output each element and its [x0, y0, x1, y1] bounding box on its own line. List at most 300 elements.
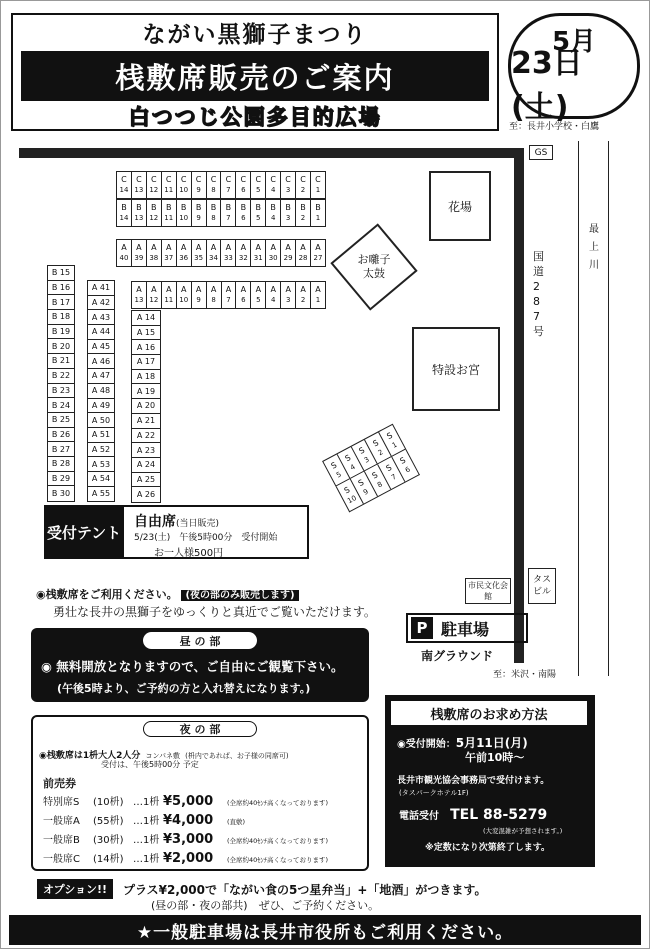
drum-stage: [330, 223, 417, 310]
night-line1b: コンパネ敷: [145, 752, 180, 760]
seat: [162, 282, 177, 308]
seat-number: 3: [285, 186, 291, 194]
option-line: [37, 879, 486, 899]
seat: [132, 172, 147, 198]
seat-number: 14: [119, 186, 129, 194]
seat-number: 11: [164, 214, 174, 222]
drum-stage-label: お囃子太鼓: [357, 253, 391, 280]
seat: [266, 172, 281, 198]
seat: B 30: [51, 489, 71, 499]
seat: [207, 200, 222, 226]
seat-letter: B: [285, 203, 291, 212]
seat-letter: A: [195, 243, 202, 252]
seat-letter: B: [300, 203, 306, 212]
seat-number: 7: [226, 296, 231, 304]
seat-letter: C: [121, 175, 127, 184]
price-row: [43, 831, 363, 850]
seat: [236, 240, 251, 266]
seat-number: 33: [223, 254, 233, 262]
seat: [266, 240, 281, 266]
price-count: (30枡): [93, 835, 124, 846]
price-unit: …1枡: [133, 854, 160, 865]
seat: [177, 172, 192, 198]
price-note: (全席約40ｾﾝﾁ高くなっております): [227, 856, 329, 864]
seat: A 50: [88, 413, 114, 428]
seat-number: 10: [179, 296, 189, 304]
seat: B 28: [48, 457, 74, 472]
seat-number: 34: [209, 254, 218, 262]
free-seat-sub: (当日販売): [176, 519, 220, 529]
seat: B 23: [48, 384, 74, 399]
date-badge: [508, 13, 640, 125]
price-label: 一般席C: [43, 854, 80, 865]
seat-letter: B: [195, 203, 202, 212]
seat-number: 5: [334, 469, 343, 480]
price-list: [43, 793, 363, 869]
seat-col-a-outer: [87, 280, 115, 502]
seat-letter: S: [329, 460, 339, 471]
seat: [192, 200, 207, 226]
seat-number: 4: [270, 214, 276, 222]
seat-number: 5: [256, 296, 261, 304]
seat-number: 7: [390, 472, 398, 482]
seat-letter: C: [165, 175, 172, 184]
seat: A 54: [88, 472, 114, 487]
seat-row-a-front: [131, 281, 326, 309]
seat: A 49: [88, 399, 114, 414]
notice-line: [36, 586, 299, 602]
day-title: 昼 の 部: [143, 632, 257, 649]
seat-letter: A: [136, 243, 142, 252]
seat-number: 9: [196, 214, 201, 222]
festival-name: ながい黒獅子まつり: [142, 21, 368, 48]
seat-letter: A: [270, 243, 276, 252]
seat-letter: B: [315, 203, 321, 212]
seat: B 21: [48, 354, 74, 369]
seat-number: 36: [179, 254, 189, 262]
seat-letter: A: [136, 285, 142, 294]
seat-letter: A: [180, 285, 187, 294]
seat-letter: A: [225, 243, 232, 252]
seat: A 51: [88, 428, 114, 443]
seat-number: 3: [362, 455, 371, 465]
night-line2: 受付は、午後5時00分 予定: [101, 760, 199, 769]
parking-sign: [406, 613, 528, 643]
seat: [162, 240, 177, 266]
seat-letter: B: [270, 203, 276, 212]
seat-number: 6: [403, 465, 412, 475]
south-ground: 南グラウンド: [421, 649, 494, 663]
seat-letter: C: [315, 175, 321, 184]
taxi-building: タスビル: [528, 568, 556, 604]
seat-letter: C: [240, 175, 247, 184]
seat: B 20: [48, 339, 74, 354]
seat-number: 2: [300, 296, 306, 304]
seat: B 24: [48, 398, 74, 413]
night-line1a: ◉桟敷席は1枡大人2人分: [39, 751, 141, 761]
seat: A 42: [88, 296, 114, 311]
seat-number: 37: [164, 254, 174, 262]
price-price: ¥2,000: [163, 851, 214, 866]
option-badge: オプション!!: [37, 879, 113, 899]
seat-letter: A: [225, 285, 232, 294]
presale-label: 前売券: [43, 777, 76, 790]
seat: [251, 172, 266, 198]
seat-number: 28: [298, 254, 308, 262]
reception-tent: 受付テント: [44, 505, 124, 559]
notice-desc: 勇壮な長井の黒獅子をゆっくりと真近でご覧いただけます。: [53, 605, 376, 619]
howto-office-sub: (タスパークホテル1F): [399, 789, 469, 797]
direction-north: 至：長井小学校・白鷹: [509, 122, 600, 132]
seat-letter: C: [195, 175, 202, 184]
seat: [251, 200, 266, 226]
seat-number: 5: [256, 186, 261, 194]
seat-letter: A: [285, 243, 291, 252]
free-seat-time: 5/23(土) 午後5時00分 受付開始: [134, 533, 278, 543]
seat: [177, 200, 192, 226]
seat-number: 1: [315, 186, 321, 194]
seat: [311, 240, 325, 266]
seat: A 23: [132, 443, 160, 458]
seat-letter: B: [240, 203, 247, 212]
seat-number: 1: [315, 214, 321, 222]
seat-letter: A: [300, 243, 306, 252]
seat: [311, 282, 325, 308]
seat-number: 35: [194, 254, 204, 262]
howto-start-time: 午前10時〜: [465, 751, 525, 764]
seat-number: 4: [270, 186, 276, 194]
seat-letter: A: [255, 285, 262, 294]
footer-banner: ★一般駐車場は長井市役所もご利用ください。: [9, 915, 641, 945]
seat-number: 8: [376, 480, 384, 490]
seat: [147, 172, 162, 198]
seat-number: 5: [256, 214, 261, 222]
seat: [162, 172, 177, 198]
seat: [251, 240, 266, 266]
howto-section: [385, 695, 595, 867]
seat-number: 8: [211, 186, 216, 194]
price-unit: …1枡: [133, 835, 160, 846]
seat: A 48: [88, 384, 114, 399]
seat-letter: A: [285, 285, 291, 294]
seat-letter: S: [356, 477, 366, 489]
page-title: 桟敷席販売のご案内: [21, 51, 489, 101]
seat-letter: B: [225, 203, 232, 212]
seat: [251, 282, 266, 308]
seat: B 27: [48, 442, 74, 457]
seat-letter: C: [180, 175, 187, 184]
civic-hall: 市民文化会館: [465, 578, 511, 604]
seat-number: 40: [119, 254, 129, 262]
seat-col-b: [47, 265, 75, 502]
price-price: ¥4,000: [163, 813, 214, 828]
road-vertical: [514, 148, 524, 663]
notice-use: ◉桟敷席をご利用ください。: [36, 588, 178, 601]
seat: A 15: [132, 326, 160, 341]
howto-tel: [399, 804, 547, 823]
seat: [192, 172, 207, 198]
price-row: [43, 812, 363, 831]
road-top: [19, 148, 521, 158]
price-count: (55枡): [93, 816, 124, 827]
seat-number: 2: [376, 447, 385, 457]
seat: [266, 282, 281, 308]
seat: [281, 282, 296, 308]
seat: [296, 172, 311, 198]
seat-letter: A: [300, 285, 306, 294]
seat-number: 6: [241, 214, 246, 222]
seat-letter: A: [255, 243, 261, 252]
seat: [177, 282, 192, 308]
gas-station: GS: [529, 145, 553, 160]
howto-tel-number: TEL 88-5279: [450, 807, 548, 823]
seat: A 24: [132, 458, 160, 473]
howto-crowd: (大変混雑が予想されます。): [483, 827, 563, 835]
seat-number: 6: [241, 296, 246, 304]
seat: B 17: [48, 295, 74, 310]
howto-limit: ※定数になり次第終了します。: [425, 843, 551, 853]
river-line: [578, 141, 579, 676]
seat-number: 27: [313, 254, 323, 262]
seat-number: 12: [149, 186, 159, 194]
seat-number: 30: [268, 254, 278, 262]
notice-night-only: (夜の部のみ販売します): [181, 590, 298, 601]
seat-number: 13: [134, 186, 144, 194]
seat-number: 1: [315, 296, 321, 304]
price-note: (全席約40ｾﾝﾁ高くなっております): [227, 799, 329, 807]
seat: A 25: [132, 473, 160, 488]
seat-letter: C: [225, 175, 232, 184]
seat: A 20: [132, 399, 160, 414]
option-sub: (昼の部・夜の部共) ぜひ、ご予約ください。: [151, 899, 380, 912]
seat: [281, 240, 296, 266]
seat-number: 11: [164, 186, 174, 194]
seat-number: 11: [164, 296, 174, 304]
seat: A 52: [88, 443, 114, 458]
seat-letter: C: [300, 175, 306, 184]
seat-number: 4: [271, 296, 276, 304]
seat-number: 7: [226, 214, 231, 222]
seat-letter: B: [121, 203, 127, 212]
seat-number: 14: [119, 214, 129, 222]
seat-number: 12: [149, 214, 159, 222]
seat-letter: A: [121, 243, 127, 252]
seat-letter: S: [371, 437, 380, 449]
seat-letter: A: [240, 243, 247, 252]
seat: A 16: [132, 340, 160, 355]
seat-number: 7: [226, 186, 231, 194]
seat: A 53: [88, 457, 114, 472]
seat-letter: B: [165, 203, 172, 212]
seat: B 16: [48, 281, 74, 296]
day-section: [31, 628, 369, 702]
seat-letter: A: [210, 285, 217, 294]
seat: [281, 172, 296, 198]
seat-letter: A: [240, 285, 247, 294]
price-price: ¥5,000: [163, 794, 214, 809]
seat-letter: S: [384, 462, 394, 474]
seat: [296, 200, 311, 226]
price-count: (10枡): [93, 797, 124, 808]
seat: [132, 240, 147, 266]
seat-row-b: [116, 199, 326, 227]
seat-letter: S: [342, 485, 352, 496]
seat: A 44: [88, 325, 114, 340]
seat-letter: A: [165, 243, 172, 252]
seat-number: 9: [196, 186, 201, 194]
seat-letter: C: [210, 175, 217, 184]
seat-letter: S: [398, 455, 408, 466]
seat: A 22: [132, 429, 160, 444]
venue-name: 白つつじ公園多目的広場: [128, 105, 382, 129]
seat: [162, 200, 177, 226]
seat: [207, 282, 222, 308]
seat-col-a-inner: [131, 310, 161, 503]
seat-number: 8: [211, 296, 216, 304]
seat-number: 32: [238, 254, 248, 262]
price-label: 一般席A: [43, 816, 80, 827]
seat-number: 2: [300, 186, 306, 194]
seat-number: 6: [241, 186, 246, 194]
price-count: (14枡): [93, 854, 124, 865]
seat: [221, 172, 236, 198]
seat: B 29: [48, 472, 74, 487]
seat: [296, 240, 311, 266]
seat: [117, 240, 132, 266]
seat-letter: A: [151, 285, 157, 294]
seat: [266, 200, 281, 226]
free-seat-title: 自由席: [134, 514, 176, 530]
day-line1: ◉ 無料開放となりますので、ご自由にご観覧下さい。: [41, 659, 344, 674]
seat-block-s: [322, 424, 420, 513]
shrine: 特設お宮: [412, 327, 500, 411]
seat-number: 39: [134, 254, 144, 262]
howto-office: 長井市観光協会事務局で受付けます。: [397, 776, 550, 786]
river-name: 最上川: [589, 224, 599, 271]
seat: [281, 200, 296, 226]
seat-letter: A: [180, 243, 187, 252]
seat-number: 3: [285, 214, 291, 222]
seat-letter: B: [136, 203, 142, 212]
seat: B 18: [48, 310, 74, 325]
price-unit: …1枡: [133, 816, 160, 827]
seat-letter: B: [255, 203, 261, 212]
seat-letter: C: [285, 175, 291, 184]
seat: [221, 200, 236, 226]
seat-row-a-back: [116, 239, 326, 267]
seat: [311, 172, 325, 198]
price-price: ¥3,000: [163, 832, 214, 847]
parking-icon: P: [411, 617, 433, 639]
seat: B 19: [48, 325, 74, 340]
seat-letter: B: [151, 203, 157, 212]
seat-number: 13: [134, 214, 144, 222]
seat-letter: A: [166, 285, 172, 294]
seat-letter: A: [210, 243, 217, 252]
seat: A 43: [88, 310, 114, 325]
seat-letter: S: [385, 430, 394, 441]
seat-letter: B: [210, 203, 217, 212]
free-title-line: [134, 511, 219, 531]
parking-label: 駐車場: [441, 619, 490, 639]
seat-letter: C: [270, 175, 276, 184]
price-label: 特別席S: [43, 797, 80, 808]
price-label: 一般席B: [43, 835, 80, 846]
seat-letter: S: [370, 470, 380, 481]
seat: [236, 172, 251, 198]
price-row: [43, 850, 363, 869]
seat: A 21: [132, 414, 160, 429]
seat-letter: B: [180, 203, 187, 212]
night-section: [31, 715, 369, 871]
price-note: (全席約40ｾﾝﾁ高くなっております): [227, 837, 329, 845]
day-line2: (午後5時より、ご予約の方と入れ替えになります。): [57, 682, 311, 695]
price-note: (直敷): [227, 818, 246, 826]
seat-number: 10: [179, 186, 189, 194]
seat-letter: C: [151, 175, 157, 184]
seat-number: 38: [149, 254, 159, 262]
seat-letter: C: [136, 175, 142, 184]
seat-number: 12: [149, 296, 159, 304]
seat: [132, 282, 147, 308]
seat-letter: S: [343, 452, 353, 463]
seat-letter: C: [255, 175, 262, 184]
seat: B 22: [48, 369, 74, 384]
seat: A 18: [132, 370, 160, 385]
seat-number: 1: [390, 440, 399, 450]
seat: [207, 172, 222, 198]
seat-letter: S: [357, 445, 366, 456]
seat-letter: A: [315, 243, 321, 252]
seat: B 26: [48, 428, 74, 443]
seat: [222, 282, 237, 308]
free-seat-price: お一人様500円: [154, 548, 224, 559]
seat-number: 31: [253, 254, 263, 262]
seat-number: 2: [300, 214, 306, 222]
howto-start-label: ◉受付開始：: [397, 739, 456, 750]
seat: A 55: [91, 489, 111, 499]
route-name: 国道287号: [533, 250, 544, 338]
date-month: 5月: [551, 26, 597, 57]
night-line1c: (枡内であれば、お子様の同席可): [185, 752, 289, 760]
seat-number: 10: [346, 493, 358, 506]
seat: A 17: [132, 355, 160, 370]
seat: A 19: [132, 384, 160, 399]
seat-letter: A: [270, 285, 276, 294]
night-title: 夜 の 部: [143, 721, 257, 737]
seat: [147, 200, 162, 226]
seat-number: 9: [196, 296, 201, 304]
seat: [117, 200, 132, 226]
seat: A 47: [88, 369, 114, 384]
seat-number: 10: [179, 214, 189, 222]
seat: [207, 240, 222, 266]
seat-number: 9: [362, 487, 370, 497]
seat: [132, 200, 147, 226]
seat: [192, 282, 207, 308]
seat: [147, 282, 162, 308]
price-unit: …1枡: [133, 797, 160, 808]
seat-number: 3: [285, 296, 291, 304]
seat-number: 8: [211, 214, 216, 222]
seat: [236, 200, 251, 226]
seat-number: 4: [348, 462, 357, 472]
howto-tel-label: 電話受付: [399, 811, 439, 822]
seat-letter: A: [195, 285, 202, 294]
seat: [296, 282, 311, 308]
seat: B 25: [48, 413, 74, 428]
seat: B 15: [48, 266, 74, 281]
